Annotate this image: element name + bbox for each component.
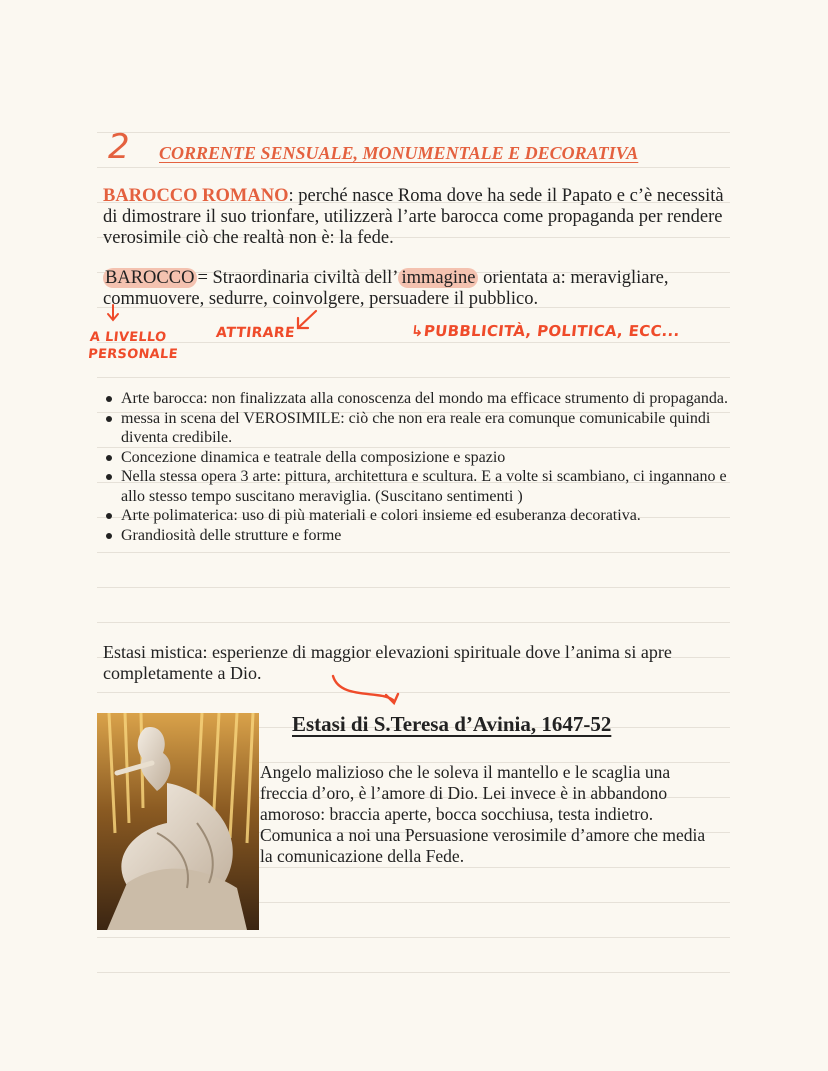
characteristics-list — [103, 389, 741, 545]
barocco-def-text-a: = Straordinaria civiltà dell’ — [197, 268, 399, 288]
artwork-description: Angelo malizioso che le soleva il mantello e le scaglia una freccia d’oro, è l’amore di Dio. Lei invece è in abbandono amoroso: braccia aperte, bocca socchiusa, testa indietro. Comunica a noi una Persuasione verosimile d’amore che media la comunicazione della Fede. — [260, 762, 706, 866]
list-item: Arte barocca: non finalizzata alla conoscenza del mondo ma efficace strumento di propaganda. — [121, 389, 741, 409]
list-item: Nella stessa opera 3 arte: pittura, architettura e scultura. E a volte si scambiano, ci ingannano e allo stesso tempo suscitano meraviglia. (Suscitano sentimenti ) — [121, 467, 741, 506]
barocco-romano-term: BAROCCO ROMANO — [103, 186, 289, 206]
list-item: Grandiosità delle strutture e forme — [121, 526, 741, 546]
estasi-paragraph: Estasi mistica: esperienze di maggior elevazioni spirituale dove l’anima si apre completamente a Dio. — [103, 642, 672, 683]
arrow-left-icon — [298, 311, 316, 328]
list-item: messa in scena del VEROSIMILE: ciò che non era reale era comunque comunicabile quindi diventa credibile. — [121, 409, 741, 448]
artwork-title: Estasi di S.Teresa d’Avinia, 1647-52 — [292, 712, 612, 736]
barocco-term-highlight: BAROCCO — [103, 268, 197, 288]
note-personale: PERSONALE — [87, 347, 179, 362]
immagine-highlight: immagine — [398, 268, 478, 288]
note-attirare: ATTIRARE — [215, 325, 296, 341]
section-heading: CORRENTE SENSUALE, MONUMENTALE E DECORATIVA — [159, 143, 639, 163]
barocco-def-text-b: orientata a: meravigliare, commuovere, sedurre, coinvolgere, persuadere il pubblico. — [103, 268, 669, 309]
barocco-romano-text: : perché nasce Roma dove ha sede il Papato e c’è necessità di dimostrare il suo trionfare, utilizzerà l’arte barocca come propaganda per rendere verosimile ciò che realtà non è: la fede. — [103, 186, 724, 248]
list-item: Concezione dinamica e teatrale della composizione e spazio — [121, 448, 741, 468]
note-livello-personale — [87, 329, 180, 363]
sculpture-photo — [97, 713, 259, 930]
list-item: Arte polimaterica: uso di più materiali e colori insieme ed esuberanza decorativa. — [121, 506, 741, 526]
arrow-down-icon — [108, 305, 118, 320]
note-pubblicita: ↳PUBBLICITÀ, POLITICA, ECC... — [410, 322, 681, 340]
note-livello: A LIVELLO — [89, 330, 168, 345]
section-number: 2 — [108, 127, 130, 167]
